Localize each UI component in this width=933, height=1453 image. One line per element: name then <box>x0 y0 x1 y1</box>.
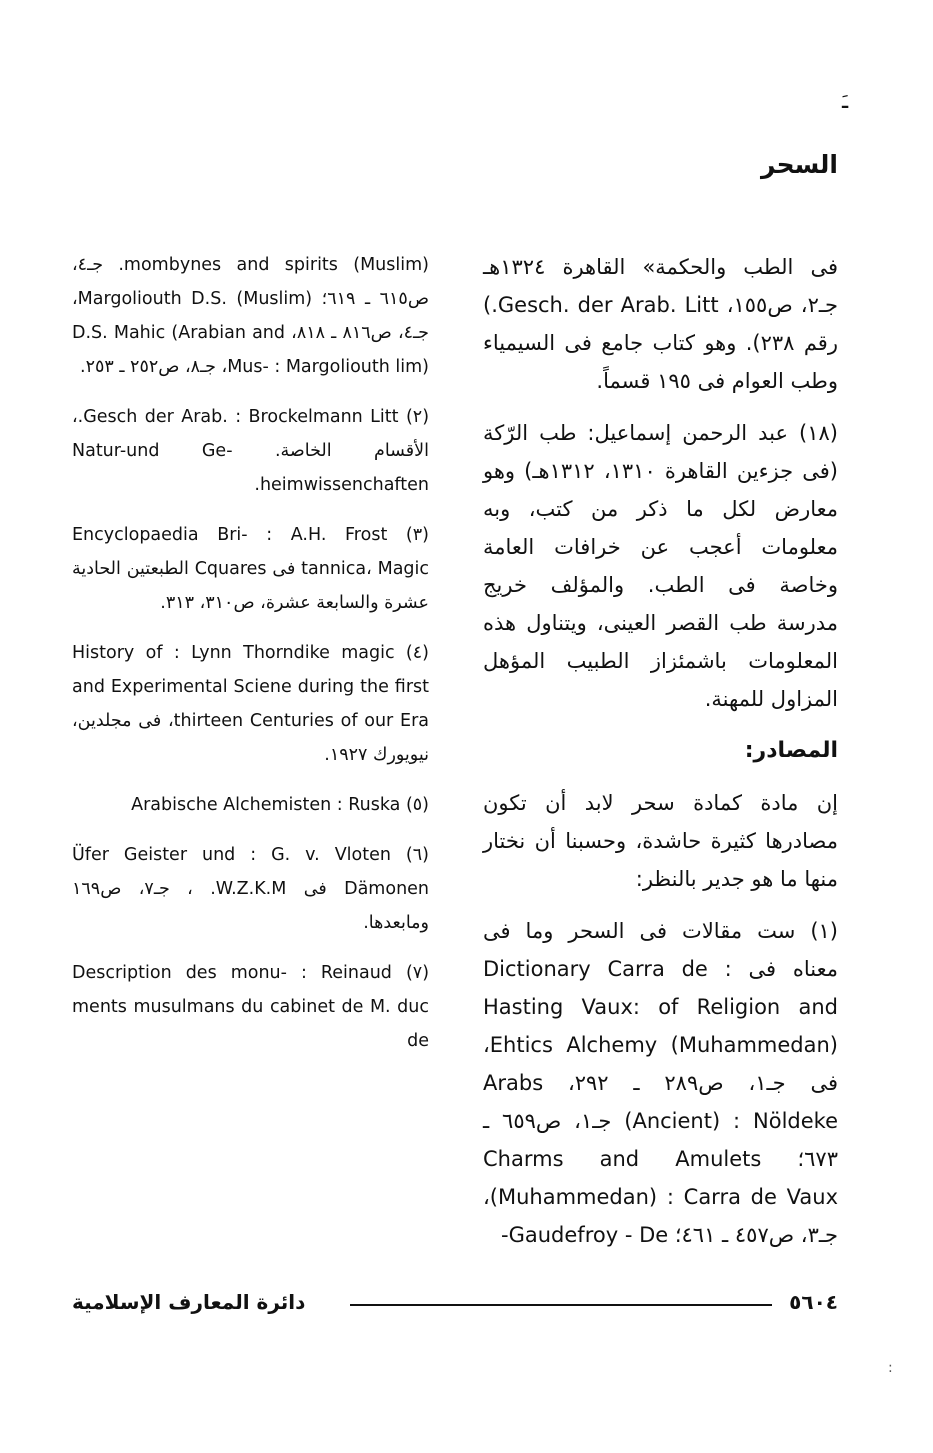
sources-heading: المصادر: <box>744 738 838 763</box>
footer-rule <box>350 1304 772 1306</box>
source-entry: (٣) Encyclopaedia Bri- : A.H. Frost tannica، Magic فى Cquares الطبعتين الحادية عشرة والسابعة عشرة، ص٣١٠، ٣١٣. <box>72 525 430 613</box>
source-entry: (٦) Üfer Geister und : G. v. Vloten Dämonen فى W.Z.K.M. ، جـ٧، ص١٦٩ ومابعدها. <box>72 845 430 933</box>
source-entry: (٤) History of : Lynn Thorndike magic and Experimental Sciene during the first thirteen Centuries of our Era، فى مجلدين، نيويورك ١٩٢٧. <box>72 643 429 765</box>
corner-mark: ـَ <box>842 92 849 113</box>
right-column <box>483 248 838 1268</box>
left-column <box>72 248 429 1074</box>
page-number: ٥٦٠٤ <box>789 1290 838 1314</box>
running-header: السحر <box>761 150 838 179</box>
source-entry: mombynes and spirits (Muslim). جـ٤، ص٦١٥ ـ ٦١٩؛ Margoliouth D.S. (Muslim)، جـ٤، ص٨١٦ ـ ٨١٨، D.S. Mahic (Arabian and Mus- : Margoliouth lim)، جـ٨، ص٢٥٢ ـ ٢٥٣. <box>72 255 429 377</box>
source-entry: (٧) Description des monu- : Reinaud ments musulmans du cabinet de M. duc de <box>72 963 430 1051</box>
sources-intro: إن مادة كمادة سحر لابد أن تكون مصادرها كثيرة حاشدة، وحسبنا أن نختار منها ما هو جدير بالنظر: <box>483 791 838 891</box>
footer-title: دائرة المعارف الإسلامية <box>72 1290 306 1314</box>
page-footer <box>72 1290 838 1320</box>
paragraph: فى الطب والحكمة» القاهرة ١٣٢٤هـ جـ٢، ص١٥٥، Gesch. der Arab. Litt.) رقم ٢٣٨). وهو كتاب جامع فى السيمياء وطب العوام فى ١٩٥ قسماً. <box>483 255 838 393</box>
source-entry: (١) ست مقالات فى السحر وما فى معناه فى Dictionary Carra de : Hasting Vaux: of Religion and Ehtics Alchemy (Muhammedan)، فى جـ١، ص٢٨٩ ـ ٢٩٢، Arabs (Ancient) : Nöldeke جـ١، ص٦٥٩ ـ ٦٧٣؛ Charms and Amulets (Muhammedan) : Carra de Vaux، جـ٣، ص٤٥٧ ـ ٤٦١؛ Gaudefroy - De- <box>483 919 839 1247</box>
source-entry: (٥) Arabische Alchemisten : Ruska <box>131 795 429 815</box>
source-entry: (٢) Gesch der Arab. : Brockelmann Litt.، الأقسام الخاصة. Natur-und Ge- heimwissenchaften. <box>72 407 430 495</box>
paragraph: (١٨) عبد الرحمن إسماعيل: طب الرّكة (فى جزءين القاهرة ١٣١٠، ١٣١٢هـ) وهو معارض لكل ما ذكر من كتب، وبه معلومات أعجب عن خرافات العامة وخاصة فى الطب. والمؤلف خريج مدرسة طب القصر العينى، ويتناول هذه المعلومات باشمئزاز الطبيب المؤهل المزاول للمهنة. <box>483 421 838 711</box>
margin-mark: : <box>888 1360 893 1376</box>
